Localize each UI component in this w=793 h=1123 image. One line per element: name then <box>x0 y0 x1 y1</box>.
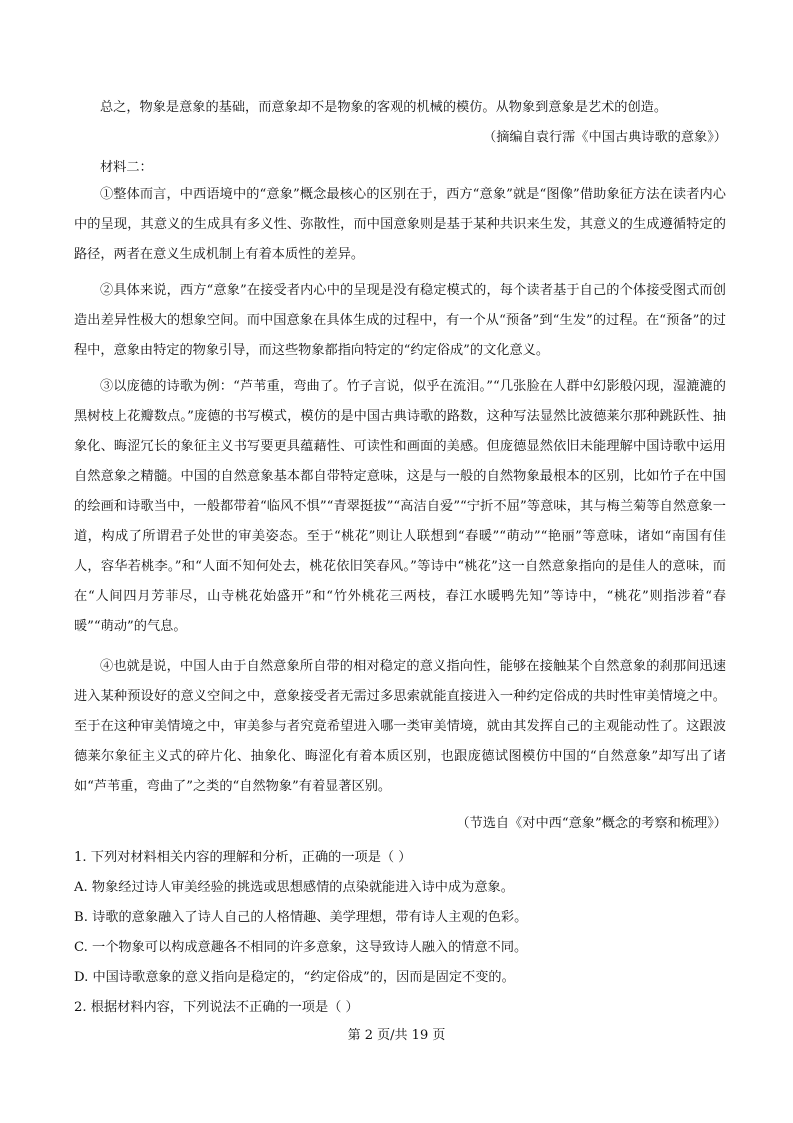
page-footer: 第 2 页/共 19 页 <box>347 1028 446 1043</box>
paragraph-1: ①整体而言，中西语境中的“意象”概念最核心的区别在于，西方“意象”就是“图像”借助象征方法在读者内心中的呈现，其意义的生成具有多义性、弥散性，而中国意象则是基于某种共识来生发，其意义的生成遵循特定的路径，两者在意义生成机制上有着本质性的差异。 <box>74 187 726 262</box>
question-1-option-d: D. 中国诗歌意象的意义指向是稳定的，“约定俗成”的，因而是固定不变的。 <box>74 970 515 985</box>
paragraph-4: ④也就是说，中国人由于自然意象所自带的相对稳定的意义指向性，能够在接触某个自然意象的刹那间迅速进入某种预设好的意义空间之中，意象接受者无需过多思索就能直接进入一种约定俗成的共时性审美情境之中。至于在这种审美情境之中，审美参与者究竟希望进入哪一类审美情境，就由其发挥自己的主观能动性了。这跟波德莱尔象征主义式的碎片化、抽象化、晦涩化有着本质区别，也跟庞德试图模仿中国的“自然意象”却写出了诸如“芦苇重，弯曲了”之类的“自然物象”有着显著区别。 <box>74 659 726 794</box>
question-1-option-a: A. 物象经过诗人审美经验的挑选或思想感情的点染就能进入诗中成为意象。 <box>74 880 514 895</box>
citation-2: （节选自《对中西“意象”概念的考察和梳理》） <box>456 816 727 831</box>
question-2-stem: 2. 根据材料内容，下列说法不正确的一项是（ ） <box>74 1000 359 1015</box>
question-1-option-c: C. 一个物象可以构成意趣各不相同的许多意象，这导致诗人融入的情意不同。 <box>74 940 528 955</box>
intro-summary: 总之，物象是意象的基础，而意象却不是物象的客观的机械的模仿。从物象到意象是艺术的创造。 <box>100 100 668 115</box>
material2-heading: 材料二： <box>100 160 153 175</box>
question-1-option-b: B. 诗歌的意象融入了诗人自己的人格情趣、美学理想，带有诗人主观的色彩。 <box>74 910 528 925</box>
citation-1: （摘编自袁行霈《中国古典诗歌的意象》） <box>483 130 727 145</box>
paragraph-2: ②具体来说，西方“意象”在接受者内心中的呈现是没有稳定模式的，每个读者基于自己的个体接受图式而创造出差异性极大的想象空间。而中国意象在具体生成的过程中，有一个从“预备”到“生发”的过程。在“预备”的过程中，意象由特定的物象引导，而这些物象都指向特定的“约定俗成”的文化意义。 <box>74 283 726 358</box>
paragraph-3: ③以庞德的诗歌为例：“芦苇重，弯曲了。竹子言说，似乎在流泪。”“几张脸在人群中幻影般闪现，湿漉漉的黑树枝上花瓣数点。”庞德的书写模式，模仿的是中国古典诗歌的路数，这种写法显然比波德莱尔那种跳跃性、抽象化、晦涩冗长的象征主义书写要更具蕴藉性、可读性和画面的美感。但庞德显然依旧未能理解中国诗歌中运用自然意象之精髓。中国的自然意象基本都自带特定意味，这是与一般的自然物象最根本的区别，比如竹子在中国的绘画和诗歌当中，一般都带着“临风不惧”“青翠挺拔”“高洁自爱”“宁折不屈”等意味，其与梅兰菊等自然意象一道，构成了所谓君子处世的审美姿态。至于“桃花”则让人联想到“春暖”“萌动”“艳丽”等意味，诸如“南国有佳人，容华若桃李。”和“人面不知何处去，桃花依旧笑春风。”等诗中“桃花”这一自然意象指向的是佳人的意味，而在“人间四月芳菲尽，山寺桃花始盛开”和“竹外桃花三两枝，春江水暖鸭先知”等诗中，“桃花”则指涉着“春暖”“萌动”的气息。 <box>74 379 726 634</box>
question-1-stem: 1. 下列对材料相关内容的理解和分析，正确的一项是（ ） <box>74 850 412 865</box>
